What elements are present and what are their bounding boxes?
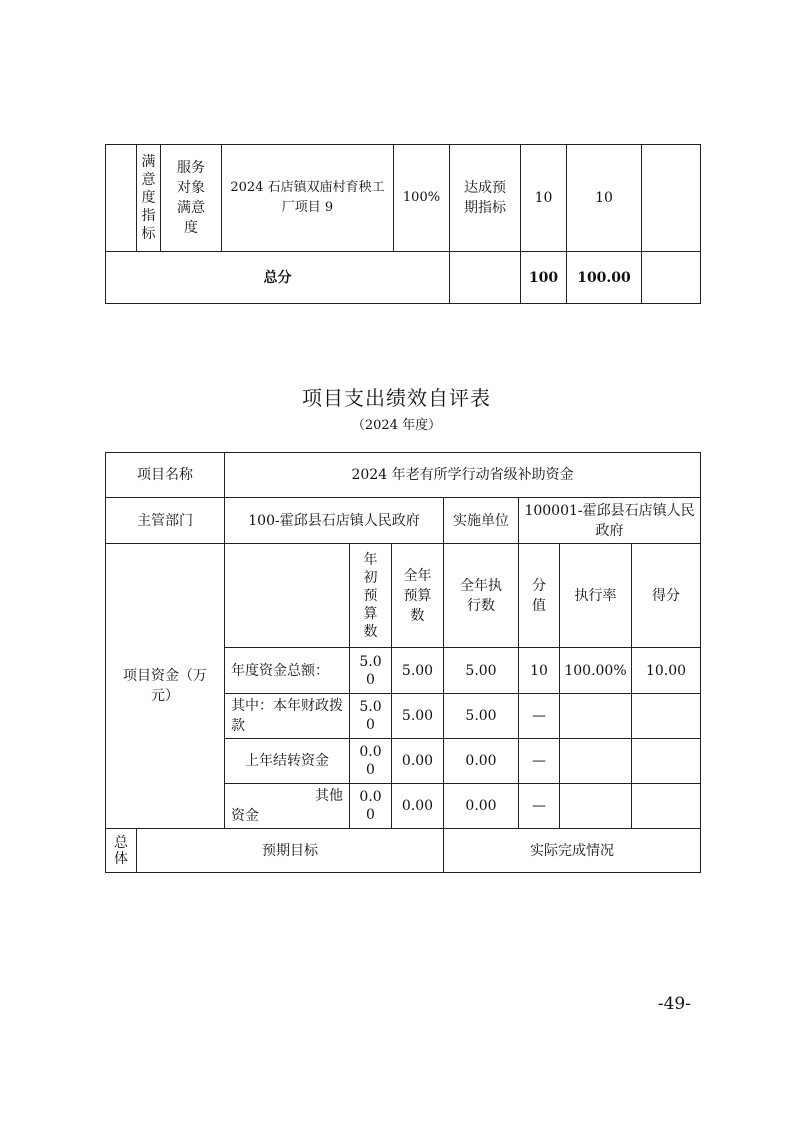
impl-value: 100001-霍邱县石店镇人民政府 [519,498,701,544]
project-name-row [106,453,701,498]
total-label: 总分 [106,252,450,304]
funds-row-rate [560,739,632,784]
total-weight: 100 [521,252,567,304]
header-exec-rate: 执行率 [560,544,632,648]
indicator-row [106,145,701,252]
page-subtitle: （2024 年度） [351,418,442,433]
funds-row-label-b: 资金 [231,808,259,824]
header-score: 得分 [632,544,701,648]
funds-row-annual: 5.00 [392,694,444,739]
page-title: 项目支出绩效自评表 [302,386,491,410]
funds-header-blank [225,544,350,648]
funds-row-weight: 10 [519,648,560,694]
funds-row-rate: 100.00% [560,648,632,694]
funds-row-weight: — [519,739,560,784]
header-initial-budget: 年 初 预 算 数 [350,544,392,648]
indicator-table [105,144,701,304]
funds-row-exec: 0.00 [444,784,519,829]
funds-row-score [632,694,701,739]
funds-row-label [225,784,350,829]
header-weight: 分 值 [519,544,560,648]
funds-row-exec: 0.00 [444,739,519,784]
actual-completion-header: 实际完成情况 [444,829,701,873]
funds-row-label: 年度资金总额： [225,648,350,694]
funds-row-annual: 5.00 [392,648,444,694]
funds-row-initial: 0.0 0 [350,784,392,829]
funds-row-annual: 0.00 [392,784,444,829]
impl-label: 实施单位 [444,498,519,544]
indicator-l1-cell [106,145,137,252]
indicator-target-cell: 100% [394,145,450,252]
total-empty-cell [450,252,521,304]
funds-label: 项目资金（万元） [106,544,225,829]
funds-row-label: 其中：本年财政拨款 [225,694,350,739]
self-evaluation-table [105,452,701,873]
funds-row-score [632,784,701,829]
indicator-l2-cell: 满 意 度 指 标 [137,145,161,252]
header-annual-budget: 全年 预算 数 [392,544,444,648]
funds-row-score: 10.00 [632,648,701,694]
funds-header-row [106,544,701,648]
project-name-value: 2024 年老有所学行动省级补助资金 [225,453,701,498]
indicator-completion-cell: 达成预 期指标 [450,145,521,252]
goal-row [106,829,701,873]
page-number: -49- [657,994,691,1014]
funds-row-rate [560,784,632,829]
funds-row-weight: — [519,694,560,739]
dept-value: 100-霍邱县石店镇人民政府 [225,498,444,544]
indicator-note-cell [642,145,701,252]
header-annual-exec: 全年执 行数 [444,544,519,648]
funds-row-exec: 5.00 [444,648,519,694]
expected-goal-header: 预期目标 [137,829,444,873]
project-name-label: 项目名称 [106,453,225,498]
funds-row-label: 上年结转资金 [225,739,350,784]
funds-row-initial: 5.0 0 [350,648,392,694]
goal-label: 总 体 [106,829,137,873]
funds-row-initial: 5.0 0 [350,694,392,739]
funds-row-score [632,739,701,784]
funds-row-rate [560,694,632,739]
indicator-score-cell: 10 [567,145,642,252]
dept-label: 主管部门 [106,498,225,544]
total-row [106,252,701,304]
indicator-l3-cell: 服务 对象 满意 度 [161,145,222,252]
total-score: 100.00 [567,252,642,304]
funds-row-weight: — [519,784,560,829]
funds-row-initial: 0.0 0 [350,739,392,784]
funds-row-annual: 0.00 [392,739,444,784]
total-note-cell [642,252,701,304]
indicator-weight-cell: 10 [521,145,567,252]
funds-row-label-a: 其他 [315,788,343,804]
funds-row-exec: 5.00 [444,694,519,739]
indicator-content-cell: 2024 石店镇双庙村育秧工厂项目 9 [222,145,394,252]
dept-row [106,498,701,544]
